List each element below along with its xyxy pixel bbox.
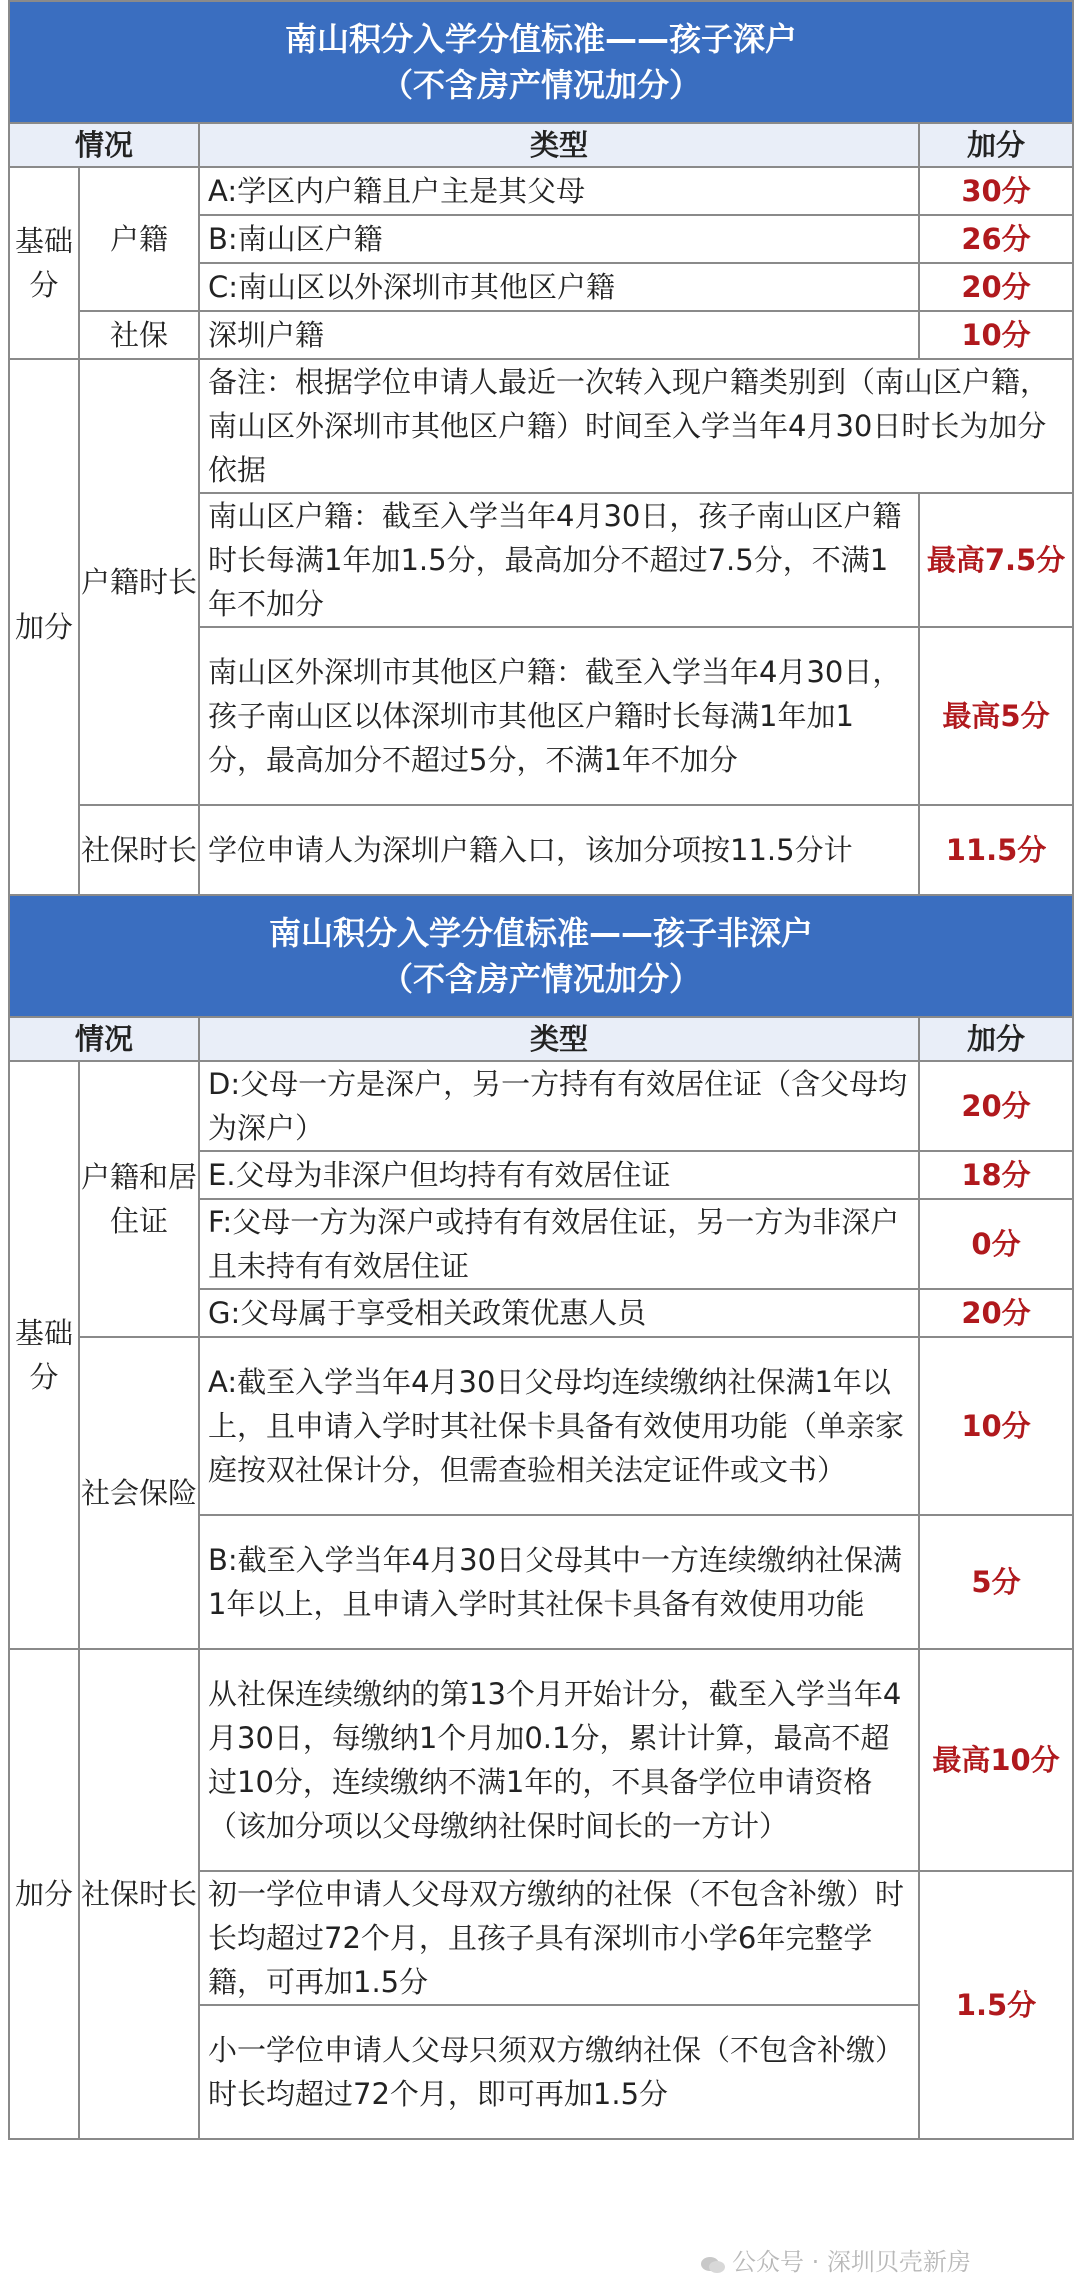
category-huji-residence: 户籍和居住证 (79, 1061, 199, 1337)
row-type: A:截至入学当年4月30日父母均连续缴纳社保满1年以上，且申请入学时其社保卡具备有效使用功能（单亲家庭按双社保计分，但需查验相关法定证件或文书） (199, 1337, 919, 1515)
category-base-score: 基础分 (9, 1061, 79, 1649)
row-score: 5分 (919, 1515, 1073, 1649)
table-header-row (9, 123, 1073, 167)
table-row (9, 1649, 1073, 1871)
row-type: B:南山区户籍 (199, 215, 919, 263)
table-title (9, 895, 1073, 1017)
table-title (9, 1, 1073, 123)
wechat-icon (700, 2253, 726, 2273)
category-social-insurance: 社会保险 (79, 1337, 199, 1649)
row-type: A:学区内户籍且户主是其父母 (199, 167, 919, 215)
row-type: C:南山区以外深圳市其他区户籍 (199, 263, 919, 311)
header-type: 类型 (199, 1017, 919, 1061)
category-shebao-duration: 社保时长 (79, 805, 199, 895)
row-type: G:父母属于享受相关政策优惠人员 (199, 1289, 919, 1337)
row-type: 南山区外深圳市其他区户籍：截至入学当年4月30日，孩子南山区以体深圳市其他区户籍时长每满1年加1分，最高加分不超过5分，不满1年不加分 (199, 627, 919, 805)
row-score: 18分 (919, 1151, 1073, 1199)
row-type: E.父母为非深户但均持有有效居住证 (199, 1151, 919, 1199)
score-table-shenzhen-hukou (8, 0, 1074, 896)
header-score: 加分 (919, 123, 1073, 167)
category-huji: 户籍 (79, 167, 199, 311)
table-row (9, 311, 1073, 359)
row-score: 10分 (919, 311, 1073, 359)
category-base-score: 基础分 (9, 167, 79, 359)
row-score: 20分 (919, 1289, 1073, 1337)
row-type: D:父母一方是深户，另一方持有有效居住证（含父母均为深户） (199, 1061, 919, 1151)
category-huji-duration: 户籍时长 (79, 359, 199, 805)
row-type: 从社保连续缴纳的第13个月开始计分，截至入学当年4月30日，每缴纳1个月加0.1分，累计计算，最高不超过10分，连续缴纳不满1年的，不具备学位申请资格（该加分项以父母缴纳社保时间长的一方计） (199, 1649, 919, 1871)
row-score: 最高5分 (919, 627, 1073, 805)
row-score: 最高7.5分 (919, 493, 1073, 627)
table-row (9, 1061, 1073, 1151)
watermark (700, 2242, 971, 2277)
title-line-2: （不含房产情况加分） (381, 66, 702, 104)
table-row (9, 167, 1073, 215)
category-bonus: 加分 (9, 1649, 79, 2139)
category-bonus: 加分 (9, 359, 79, 895)
table-row (9, 359, 1073, 493)
table-header-row (9, 1017, 1073, 1061)
row-score: 20分 (919, 263, 1073, 311)
row-type: 初一学位申请人父母双方缴纳的社保（不包含补缴）时长均超过72个月，且孩子具有深圳市小学6年完整学籍，可再加1.5分 (199, 1871, 919, 2005)
header-situation: 情况 (9, 1017, 199, 1061)
note-text: 备注：根据学位申请人最近一次转入现户籍类别到（南山区户籍，南山区外深圳市其他区户籍）时间至入学当年4月30日时长为加分依据 (199, 359, 1073, 493)
header-situation: 情况 (9, 123, 199, 167)
row-score: 最高10分 (919, 1649, 1073, 1871)
row-type: 小一学位申请人父母只须双方缴纳社保（不包含补缴）时长均超过72个月，即可再加1.5分 (199, 2005, 919, 2139)
row-type: F:父母一方为深户或持有有效居住证，另一方为非深户且未持有有效居住证 (199, 1199, 919, 1289)
title-line-2: （不含房产情况加分） (381, 960, 702, 998)
row-score: 20分 (919, 1061, 1073, 1151)
table-row (9, 805, 1073, 895)
table-row (9, 1337, 1073, 1515)
row-score: 26分 (919, 215, 1073, 263)
row-score: 0分 (919, 1199, 1073, 1289)
row-score: 1.5分 (919, 1871, 1073, 2139)
row-score: 30分 (919, 167, 1073, 215)
score-table-non-shenzhen-hukou (8, 894, 1074, 2140)
row-type: 南山区户籍：截至入学当年4月30日，孩子南山区户籍时长每满1年加1.5分，最高加分不超过7.5分，不满1年不加分 (199, 493, 919, 627)
row-type: 深圳户籍 (199, 311, 919, 359)
title-line-1: 南山积分入学分值标准——孩子非深户 (269, 914, 814, 952)
row-score: 10分 (919, 1337, 1073, 1515)
category-shebao-duration: 社保时长 (79, 1649, 199, 2139)
title-line-1: 南山积分入学分值标准——孩子深户 (285, 20, 798, 58)
category-shebao: 社保 (79, 311, 199, 359)
row-score: 11.5分 (919, 805, 1073, 895)
watermark-text: 公众号 · 深圳贝壳新房 (732, 2248, 971, 2276)
row-type: 学位申请人为深圳户籍入口，该加分项按11.5分计 (199, 805, 919, 895)
row-type: B:截至入学当年4月30日父母其中一方连续缴纳社保满1年以上，且申请入学时其社保卡具备有效使用功能 (199, 1515, 919, 1649)
header-type: 类型 (199, 123, 919, 167)
header-score: 加分 (919, 1017, 1073, 1061)
